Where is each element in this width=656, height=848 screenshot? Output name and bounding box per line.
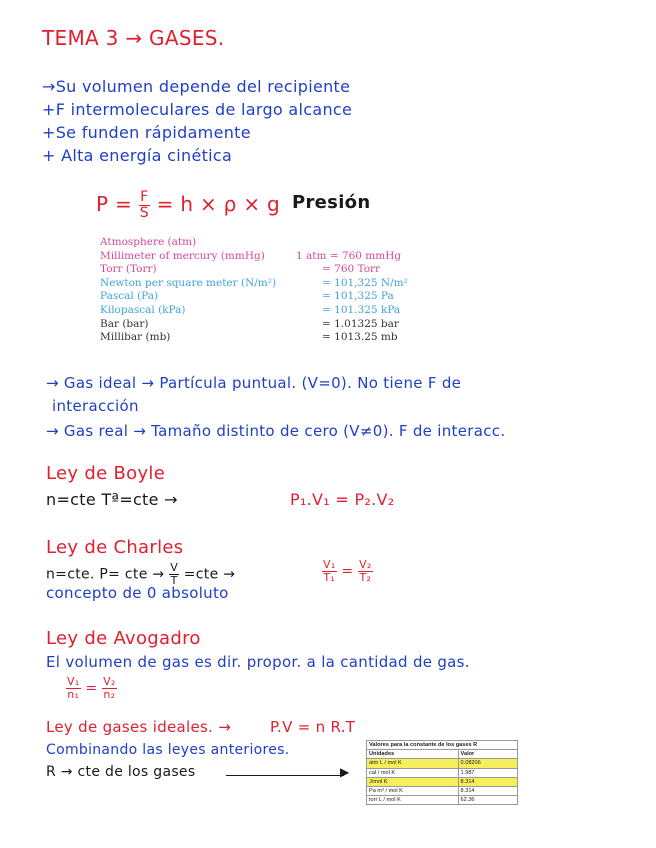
table-row xyxy=(367,768,518,777)
pressure-fraction xyxy=(139,190,150,221)
avogadro-text: El volumen de gas es dir. propor. a la cantidad de gas. xyxy=(46,653,470,671)
page-title: TEMA 3 → GASES. xyxy=(42,26,225,50)
table-row xyxy=(367,777,518,786)
unit-name: Millibar (mb) xyxy=(100,331,171,344)
charles-cond-end: =cte → xyxy=(183,566,236,583)
charles-res-den-1: T₁ xyxy=(323,571,336,584)
real-gas-line: → Gas real → Tamaño distinto de cero (V≠0). F de interacc. xyxy=(46,422,506,440)
unit-value: = 101.325 kPa xyxy=(322,303,401,316)
charles-result-frac-1 xyxy=(322,559,337,584)
pressure-formula-end: = h × ρ × g xyxy=(156,192,281,216)
r-constant-text: R → cte de los gases xyxy=(46,764,196,780)
bullet-volume: →Su volumen depende del recipiente xyxy=(42,77,351,96)
bullet-intermolecular: +F intermoleculares de largo alcance xyxy=(42,100,353,119)
pressure-formula xyxy=(96,190,280,221)
charles-note: concepto de 0 absoluto xyxy=(46,584,229,602)
charles-res-eq: = xyxy=(341,563,354,580)
boyle-condition: n=cte Tª=cte → xyxy=(46,490,178,509)
r-table-header-value: Valor xyxy=(458,750,517,759)
arrow-line xyxy=(226,775,344,776)
ideal-gas-interaction: interacción xyxy=(52,397,139,415)
unit-name: Atmosphere (atm) xyxy=(100,236,197,248)
arrow-head-icon: ▶ xyxy=(340,765,350,779)
r-unit: cal / mol K xyxy=(367,768,459,777)
pressure-label: Presión xyxy=(292,192,371,213)
charles-cond-start: n=cte. P= cte → xyxy=(46,566,165,583)
r-unit: Pa m³ / mol K xyxy=(367,786,459,795)
r-unit: atm L / mol K xyxy=(367,759,459,768)
r-unit: torr L / mol K xyxy=(367,796,459,805)
r-value: 0.08206 xyxy=(458,759,517,768)
charles-frac-num: V xyxy=(170,561,179,574)
avogadro-heading: Ley de Avogadro xyxy=(46,628,201,649)
ideal-law-formula: P.V = n R.T xyxy=(270,718,356,736)
unit-value: = 1013.25 mb xyxy=(322,331,398,344)
r-value: 62.36 xyxy=(458,796,517,805)
ideal-gas-line: → Gas ideal → Partícula puntual. (V=0). No tiene F de xyxy=(46,374,462,392)
r-value: 1.987 xyxy=(458,768,517,777)
unit-name: Bar (bar) xyxy=(100,317,149,330)
bullet-fusion: +Se funden rápidamente xyxy=(42,123,251,142)
charles-res-num-2: V₂ xyxy=(359,558,372,571)
unit-value: = 101,325 Pa xyxy=(322,290,394,303)
avogadro-frac-1 xyxy=(66,676,81,701)
charles-result xyxy=(322,559,373,584)
avogadro-den-1: n₁ xyxy=(67,688,80,701)
charles-result-frac-2 xyxy=(358,559,373,584)
pressure-frac-num: F xyxy=(140,189,149,205)
unit-name: Pascal (Pa) xyxy=(100,290,159,303)
unit-value: 1 atm = 760 mmHg xyxy=(296,249,402,262)
r-table-header-units: Unidades xyxy=(367,750,459,759)
combining-text: Combinando las leyes anteriores. xyxy=(46,742,290,758)
unit-name: Kilopascal (kPa) xyxy=(100,303,186,316)
avogadro-num-2: V₂ xyxy=(103,675,116,688)
ideal-law-heading: Ley de gases ideales. → xyxy=(46,718,232,736)
boyle-result: P₁.V₁ = P₂.V₂ xyxy=(290,490,395,509)
r-table-caption: Valores para la constante de los gases R xyxy=(367,741,518,750)
table-row xyxy=(367,786,518,795)
unit-value: = 760 Torr xyxy=(322,263,381,276)
unit-value: = 1.01325 bar xyxy=(322,317,399,330)
r-constant-table xyxy=(366,740,518,805)
unit-name: Millimeter of mercury (mmHg) xyxy=(100,249,265,262)
pressure-frac-den: S xyxy=(139,205,149,221)
bullet-energy: + Alta energía cinética xyxy=(42,146,233,165)
r-value: 8.314 xyxy=(458,777,517,786)
unit-value: = 101,325 N/m² xyxy=(322,276,408,289)
unit-name: Newton per square meter (N/m²) xyxy=(100,276,277,289)
table-row xyxy=(367,796,518,805)
charles-res-den-2: T₂ xyxy=(359,571,372,584)
charles-res-num-1: V₁ xyxy=(323,558,336,571)
charles-frac-den: T xyxy=(170,574,178,587)
avogadro-den-2: n₂ xyxy=(103,688,116,701)
avogadro-formula xyxy=(66,676,117,701)
r-value: 8.314 xyxy=(458,786,517,795)
avogadro-num-1: V₁ xyxy=(67,675,80,688)
avogadro-frac-2 xyxy=(102,676,117,701)
avogadro-eq: = xyxy=(85,680,98,697)
pressure-formula-start: P = xyxy=(96,192,133,216)
r-unit: J/mol K xyxy=(367,777,459,786)
charles-heading: Ley de Charles xyxy=(46,537,184,558)
unit-name: Torr (Torr) xyxy=(100,263,157,276)
table-row xyxy=(367,759,518,768)
boyle-heading: Ley de Boyle xyxy=(46,463,166,484)
